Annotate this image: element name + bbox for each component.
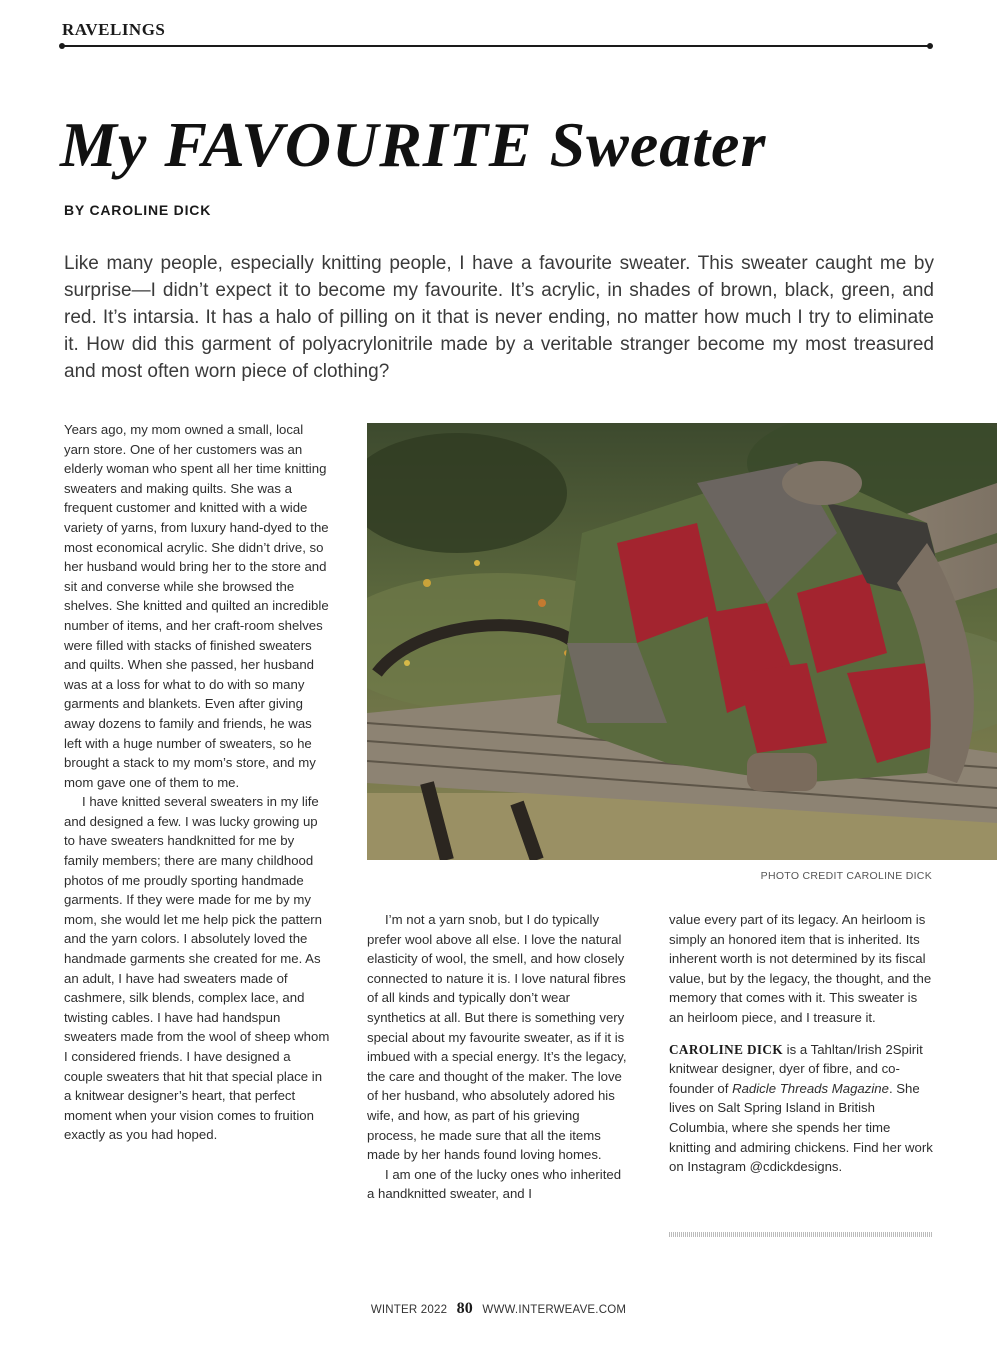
body-paragraph: I have knitted several sweaters in my life and designed a few. I was lucky growing up to have sweaters handknitted for me by family members; there are many childhood photos of me proudly sporting handmade garments. If they were made for me by my mom, she would let me help pick the pattern and the yarn colors. I absolutely loved the handmade garments she created for me. As an adult, I have had sweaters made of cashmere, silk blends, complex lace, and twisting cables. I have had handspun sweaters made from the wool of sheep whom I considered friends. I have designed a couple sweaters that hit that special place in a knitwear designer’s heart, that perfect moment when your vision comes to fruition exactly as you had hoped. <box>64 794 330 1143</box>
bio-text: . She lives on Salt Spring Island in British Columbia, where she spends her time knitting and admiring chickens. Find her work on Instagram @cdickdesigns. <box>669 1080 933 1175</box>
section-label: RAVELINGS <box>62 20 166 39</box>
author-bio <box>669 1040 933 1177</box>
website-label: WWW.INTERWEAVE.COM <box>482 1304 627 1316</box>
article-title: My FAVOURITE Sweater <box>60 109 767 180</box>
column-3 <box>669 910 933 1177</box>
magazine-name: Radicle Threads Magazine <box>732 1080 889 1096</box>
photo-credit: PHOTO CREDIT CAROLINE DICK <box>760 870 932 882</box>
end-rule <box>669 1232 932 1237</box>
page-number: 80 <box>456 1300 473 1317</box>
body-paragraph: I’m not a yarn snob, but I do typically prefer wool above all else. I love the natural elasticity of wool, the smell, and how closely connected to nature it is. I love natural fibres of all kinds and typically don’t wear synthetics at all. But there is something very special about my favourite sweater, as if it is imbued with a special energy. It’s the legacy, the care and thought of the maker. The love of her husband, who absolutely adored his wife, and how, as part of his grieving process, he made sure that all the items made by her hands found loving homes. <box>367 912 627 1163</box>
page-footer <box>0 1300 997 1318</box>
header-rule <box>62 45 930 47</box>
sweater-photo <box>367 423 997 860</box>
body-paragraph: I am one of the lucky ones who inherited a handknitted sweater, and I <box>367 1166 622 1202</box>
column-2 <box>367 910 631 1204</box>
author-name: CAROLINE DICK <box>669 1041 784 1057</box>
issue-label: WINTER 2022 <box>370 1304 448 1316</box>
byline: BY CAROLINE DICK <box>64 202 212 218</box>
body-paragraph: Years ago, my mom owned a small, local yarn store. One of her customers was an elderly woman who spent all her time knitting sweaters and making quilts. She was a frequent customer and knitted with a wide variety of yarns, from luxury hand-dyed to the most economical acrylic. She didn’t drive, so her husband would bring her to the store and sit and converse while she browsed the shelves. She knitted and quilted an incredible number of items, and her craft-room shelves were filled with stacks of finished sweaters and quilts. When she passed, her husband was at a loss for what to do with so many garments and blankets. Even after giving away dozens to family and friends, he was left with a huge number of sweaters, so he brought a stack to my mom’s store, and my mom gave one of them to me. <box>64 422 329 790</box>
bio-text: is a Tahltan/Irish 2Spirit knitwear designer, dyer of fibre, and co-founder of <box>669 1041 923 1096</box>
intro-paragraph: Like many people, especially knitting people, I have a favourite sweater. This sweater caught me by surprise—I didn’t expect it to become my favourite. It’s acrylic, in shades of brown, black, green, and red. It’s intarsia. It has a halo of pilling on it that is never ending, no matter how much I try to eliminate it. How did this garment of polyacrylonitrile made by a veritable stranger become my most treasured and most often worn piece of clothing? <box>64 253 934 382</box>
sweater-on-bench-image <box>367 423 997 860</box>
column-1 <box>64 420 332 1145</box>
body-paragraph: value every part of its legacy. An heirloom is simply an honored item that is inherited. Its inherent worth is not determined by its fiscal value, but by the legacy, the thought, and the memory that comes with it. This sweater is an heirloom piece, and I treasure it. <box>669 912 932 1025</box>
